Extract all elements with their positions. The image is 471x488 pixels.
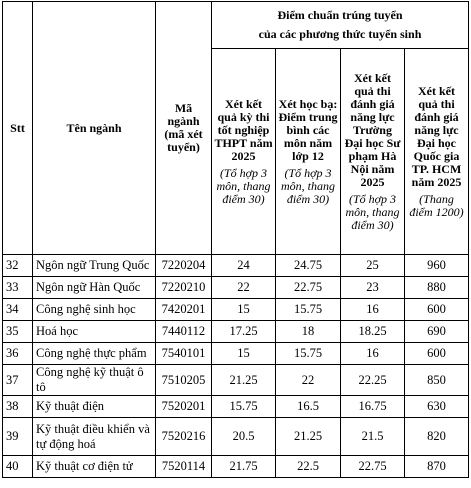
cell-score-dhqg: 880	[405, 277, 469, 299]
cell-score-dhsp: 16	[341, 299, 405, 321]
cell-score-thpt: 21.75	[212, 456, 276, 478]
cell-name: Ngôn ngữ Trung Quốc	[33, 255, 156, 277]
cell-stt: 37	[3, 365, 33, 396]
table-row	[3, 456, 469, 478]
col-header-method-dhsp	[341, 49, 405, 255]
cell-score-thpt: 15	[212, 343, 276, 365]
cell-score-hocba: 22.5	[276, 456, 341, 478]
cell-name: Công nghệ thực phẩm	[33, 343, 156, 365]
cell-score-dhsp: 16.75	[341, 396, 405, 418]
cell-score-dhqg: 960	[405, 255, 469, 277]
method-note: (Tổ hợp 3 môn, thang điểm 30)	[216, 165, 271, 206]
table-row	[3, 321, 469, 343]
cell-score-dhqg: 630	[405, 396, 469, 418]
cell-score-dhqg: 600	[405, 343, 469, 365]
cell-name: Kỹ thuật điện	[33, 396, 156, 418]
cell-score-dhqg: 850	[405, 365, 469, 396]
cell-code: 7520114	[156, 456, 212, 478]
cell-score-hocba: 24.75	[276, 255, 341, 277]
cell-name: Công nghệ kỹ thuật ô tô	[33, 365, 156, 396]
cell-name: Công nghệ sinh học	[33, 299, 156, 321]
method-title: Xét kết quả kỳ thi tốt nghiệp THPT năm 2025	[214, 96, 273, 163]
col-header-method-thpt	[212, 49, 276, 255]
cell-score-thpt: 22	[212, 277, 276, 299]
cell-score-hocba: 15.75	[276, 343, 341, 365]
method-note: (Tổ hợp 3 môn, thang điểm 30)	[281, 165, 335, 206]
cell-code: 7440112	[156, 321, 212, 343]
cell-score-dhsp: 25	[341, 255, 405, 277]
cell-score-thpt: 15.75	[212, 396, 276, 418]
cell-score-dhqg: 690	[405, 321, 469, 343]
cell-score-hocba: 22.75	[276, 277, 341, 299]
method-note: (Thang điểm 1200)	[409, 191, 464, 219]
col-header-name: Tên ngành	[33, 2, 156, 255]
group-header	[212, 2, 469, 49]
cell-score-hocba: 15.75	[276, 299, 341, 321]
cell-score-thpt: 20.5	[212, 418, 276, 456]
col-header-stt: Stt	[3, 2, 33, 255]
cell-stt: 38	[3, 396, 33, 418]
cell-score-dhsp: 18.25	[341, 321, 405, 343]
cell-score-hocba: 16.5	[276, 396, 341, 418]
cell-code: 7540101	[156, 343, 212, 365]
cell-score-dhsp: 21.5	[341, 418, 405, 456]
cell-name: Kỹ thuật cơ điện tử	[33, 456, 156, 478]
cell-score-hocba: 21.25	[276, 418, 341, 456]
col-header-code: Mã ngành (mã xét tuyển)	[156, 2, 212, 255]
cell-score-dhsp: 23	[341, 277, 405, 299]
table-row	[3, 255, 469, 277]
cell-name: Hoá học	[33, 321, 156, 343]
cell-score-hocba: 18	[276, 321, 341, 343]
method-title: Xét kết quả thi đánh giá năng lực Trường Đại học Sư phạm Hà Nội năm 2025	[344, 70, 401, 189]
col-header-method-dhqg	[405, 49, 469, 255]
method-title: Xét kết quả thi đánh giá năng lực Đại học Quốc gia TP. HCM năm 2025	[411, 83, 462, 189]
cell-code: 7220204	[156, 255, 212, 277]
cell-score-thpt: 24	[212, 255, 276, 277]
cell-score-thpt: 17.25	[212, 321, 276, 343]
cell-score-hocba: 22	[276, 365, 341, 396]
cell-stt: 33	[3, 277, 33, 299]
cell-score-thpt: 21.25	[212, 365, 276, 396]
cell-name: Kỹ thuật điều khiển và tự động hoá	[33, 418, 156, 456]
cell-stt: 32	[3, 255, 33, 277]
cell-code: 7420201	[156, 299, 212, 321]
table-row	[3, 277, 469, 299]
group-header-line2: của các phương thức tuyển sinh	[258, 27, 422, 41]
cell-code: 7520216	[156, 418, 212, 456]
group-header-line1: Điểm chuẩn trúng tuyển	[277, 8, 403, 22]
cell-score-dhsp: 22.25	[341, 365, 405, 396]
cell-code: 7220210	[156, 277, 212, 299]
col-header-method-hocba	[276, 49, 341, 255]
cell-stt: 40	[3, 456, 33, 478]
admission-scores-table	[2, 1, 469, 478]
cell-score-dhqg: 820	[405, 418, 469, 456]
table-row	[3, 418, 469, 456]
header-row-1	[3, 2, 469, 49]
cell-score-dhqg: 870	[405, 456, 469, 478]
cell-score-dhsp: 22.75	[341, 456, 405, 478]
table-row	[3, 299, 469, 321]
cell-score-dhqg: 600	[405, 299, 469, 321]
cell-stt: 34	[3, 299, 33, 321]
cell-code: 7520201	[156, 396, 212, 418]
cell-score-thpt: 15	[212, 299, 276, 321]
table-row	[3, 396, 469, 418]
cell-score-dhsp: 16	[341, 343, 405, 365]
table-row	[3, 343, 469, 365]
cell-stt: 35	[3, 321, 33, 343]
cell-stt: 36	[3, 343, 33, 365]
table-row	[3, 365, 469, 396]
cell-name: Ngôn ngữ Hàn Quốc	[33, 277, 156, 299]
method-title: Xét học bạ: Điểm trung bình các môn năm lớp 12	[278, 96, 338, 163]
cell-stt: 39	[3, 418, 33, 456]
cell-code: 7510205	[156, 365, 212, 396]
method-note: (Tổ hợp 3 môn, thang điểm 30)	[345, 191, 400, 232]
